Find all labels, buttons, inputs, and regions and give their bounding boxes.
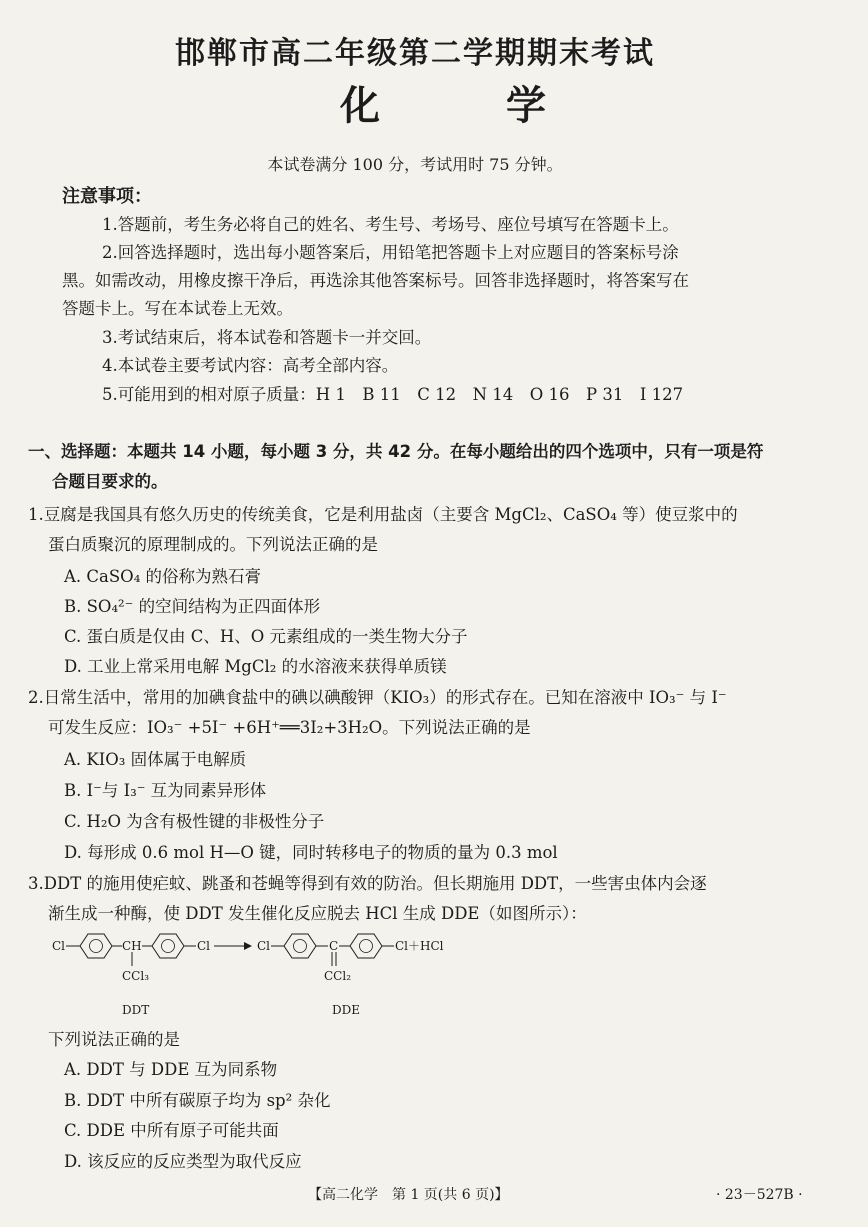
section-heading-cont: 合题目要求的。 — [52, 472, 168, 491]
benzene-ring — [80, 934, 112, 958]
notice-line: 2.回答选择题时，选出每小题答案后，用铅笔把答题卡上对应题目的答案标号涂 — [102, 243, 679, 262]
cl-hcl-label: Cl＋HCl — [395, 939, 444, 953]
exam-code: · 23－527B · — [716, 1187, 803, 1203]
q3-option-c: C. DDE 中所有原子可能共面 — [64, 1121, 279, 1140]
notice-line: 黑。如需改动，用橡皮擦干净后，再选涂其他答案标号。回答非选择题时，将答案写在 — [62, 271, 689, 290]
benzene-ring — [152, 934, 184, 958]
ddt-label: DDT — [122, 1003, 150, 1017]
notice-line: 4.本试卷主要考试内容：高考全部内容。 — [102, 356, 399, 375]
q1-option-a: A. CaSO₄ 的俗称为熟石膏 — [64, 567, 262, 586]
benzene-ring — [284, 934, 316, 958]
cl-label: Cl — [197, 939, 211, 953]
q1-option-b: B. SO₄²⁻ 的空间结构为正四面体形 — [64, 597, 321, 616]
q3-option-b: B. DDT 中所有碳原子均为 sp² 杂化 — [64, 1091, 331, 1110]
q1-option-d: D. 工业上常采用电解 MgCl₂ 的水溶液来获得单质镁 — [64, 657, 447, 676]
page-footer: 【高二化学 第 1 页(共 6 页)】 — [308, 1187, 509, 1203]
cl-label: Cl — [52, 939, 66, 953]
notice-line: 3.考试结束后，将本试卷和答题卡一并交回。 — [102, 328, 432, 347]
arrow-head — [244, 942, 252, 950]
dde-label: DDE — [332, 1003, 361, 1017]
q2-option-c: C. H₂O 为含有极性键的非极性分子 — [64, 812, 325, 831]
q2-stem: 2.日常生活中，常用的加碘食盐中的碘以碘酸钾（KIO₃）的形式存在。已知在溶液中 IO₃⁻ 与 I⁻ — [28, 688, 727, 707]
notice-line: 1.答题前，考生务必将自己的姓名、考生号、考场号、座位号填写在答题卡上。 — [102, 215, 679, 234]
subject-title: 化 学 — [340, 83, 602, 129]
notice-line: 答题卡上。写在本试卷上无效。 — [62, 299, 293, 318]
q2-option-a: A. KIO₃ 固体属于电解质 — [64, 750, 247, 769]
q2-stem-cont: 可发生反应：IO₃⁻ +5I⁻ +6H⁺══3I₂+3H₂O。下列说法正确的是 — [48, 718, 531, 737]
q3-option-d: D. 该反应的反应类型为取代反应 — [64, 1152, 302, 1171]
benzene-ring — [350, 934, 382, 958]
exam-title: 邯郸市高二年级第二学期期末考试 — [175, 36, 655, 71]
ccl3-label: CCl₃ — [122, 969, 150, 983]
c-label: C — [329, 939, 339, 953]
ch-label: CH — [122, 939, 142, 953]
q3-stem: 3.DDT 的施用使疟蚊、跳蚤和苍蝇等得到有效的防治。但长期施用 DDT，一些害虫体内会逐 — [28, 874, 707, 893]
q1-stem: 1.豆腐是我国具有悠久历史的传统美食，它是利用盐卤（主要含 MgCl₂、CaSO₄ 等）使豆浆中的 — [28, 505, 738, 524]
notice-line: 5.可能用到的相对原子质量：H 1 B 11 C 12 N 14 O 16 P 31 I 127 — [102, 385, 684, 404]
q1-option-c: C. 蛋白质是仅由 C、H、O 元素组成的一类生物大分子 — [64, 627, 468, 646]
q3-stem-cont: 下列说法正确的是 — [48, 1030, 180, 1049]
q1-stem-cont: 蛋白质聚沉的原理制成的。下列说法正确的是 — [48, 535, 378, 554]
section-heading: 一、选择题：本题共 14 小题，每小题 3 分，共 42 分。在每小题给出的四个选项中，只有一项是符 — [28, 442, 764, 461]
q2-option-b: B. I⁻与 I₃⁻ 互为同素异形体 — [64, 781, 267, 800]
q3-option-a: A. DDT 与 DDE 互为同系物 — [64, 1060, 278, 1079]
ddt-dde-reaction-diagram — [52, 930, 492, 1025]
exam-info: 本试卷满分 100 分，考试用时 75 分钟。 — [267, 155, 563, 174]
notice-heading: 注意事项： — [62, 186, 152, 207]
ccl2-label: CCl₂ — [324, 969, 352, 983]
q3-stem-cont: 渐生成一种酶，使 DDT 发生催化反应脱去 HCl 生成 DDE（如图所示）： — [48, 904, 587, 923]
cl-label: Cl — [257, 939, 271, 953]
q2-option-d: D. 每形成 0.6 mol H—O 键，同时转移电子的物质的量为 0.3 mol — [64, 843, 558, 862]
